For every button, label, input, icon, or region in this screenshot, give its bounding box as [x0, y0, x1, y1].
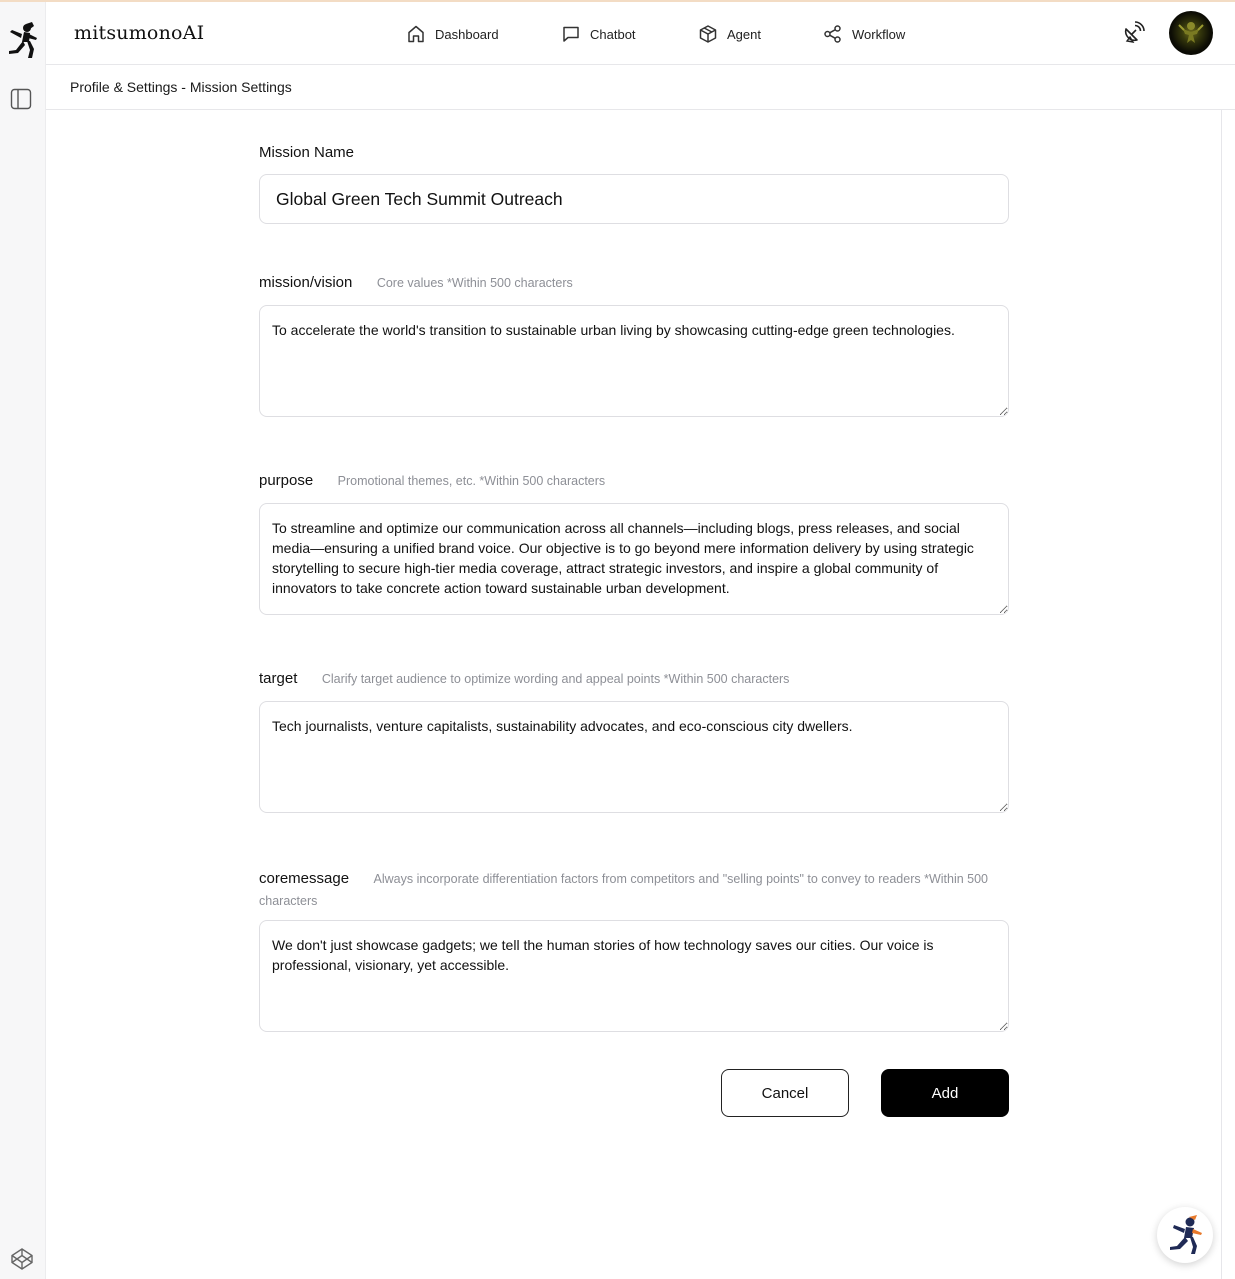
target-label-row: [259, 670, 1009, 688]
home-icon: [406, 24, 426, 44]
nav-dashboard-label: Dashboard: [435, 26, 499, 42]
cancel-button[interactable]: Cancel: [721, 1069, 849, 1117]
chat-bubble-icon: [561, 24, 581, 44]
mission-vision-hint: Core values *Within 500 characters: [376, 276, 573, 290]
package-icon: [698, 24, 718, 44]
coremessage-hint: Always incorporate differentiation factors from competitors and "selling points" to convey to readers *Within 500 characters: [259, 872, 989, 908]
mission-vision-label-row: [259, 274, 1009, 292]
satellite-dish-icon[interactable]: [1120, 20, 1146, 46]
target-textarea[interactable]: [259, 701, 1009, 813]
target-hint: Clarify target audience to optimize wording and appeal points *Within 500 characters: [321, 672, 790, 686]
ninja-logo-icon[interactable]: [4, 20, 40, 60]
purpose-label: purpose: [259, 472, 314, 489]
nav-workflow-label: Workflow: [852, 26, 906, 42]
scrollbar-track[interactable]: [1221, 110, 1222, 1279]
coremessage-label: coremessage: [259, 870, 350, 887]
nav-workflow[interactable]: [823, 21, 905, 47]
nav-agent-label: Agent: [727, 26, 761, 42]
left-sidebar: [0, 2, 46, 1279]
coremessage-textarea[interactable]: [259, 920, 1009, 1032]
mission-vision-textarea[interactable]: [259, 305, 1009, 417]
nav-chatbot[interactable]: [561, 21, 636, 47]
top-header: [46, 2, 1235, 65]
mission-name-label-row: [259, 144, 1009, 162]
codepen-icon[interactable]: [10, 1247, 34, 1271]
nav-agent[interactable]: [698, 21, 761, 47]
assistant-fab-button[interactable]: [1157, 1207, 1213, 1263]
coremessage-label-row: [259, 868, 1009, 912]
purpose-textarea[interactable]: [259, 503, 1009, 615]
nav-dashboard[interactable]: [406, 21, 499, 47]
sidebar-toggle-icon[interactable]: [10, 88, 32, 110]
avatar-figure-icon: [1169, 11, 1213, 55]
ninja-assistant-icon: [1165, 1213, 1205, 1257]
breadcrumb: Profile & Settings - Mission Settings: [70, 79, 292, 95]
brand-logo-text[interactable]: mitsumonoAI: [74, 22, 205, 44]
add-button[interactable]: Add: [881, 1069, 1009, 1117]
nav-chatbot-label: Chatbot: [590, 26, 636, 42]
share-nodes-icon: [823, 24, 843, 44]
mission-name-label: Mission Name: [259, 144, 355, 161]
purpose-label-row: [259, 472, 1009, 490]
user-avatar[interactable]: [1169, 11, 1213, 55]
breadcrumb-bar: [46, 65, 1235, 110]
mission-vision-label: mission/vision: [259, 274, 353, 291]
target-label: target: [259, 670, 298, 687]
mission-name-input[interactable]: [259, 174, 1009, 224]
purpose-hint: Promotional themes, etc. *Within 500 characters: [337, 474, 606, 488]
